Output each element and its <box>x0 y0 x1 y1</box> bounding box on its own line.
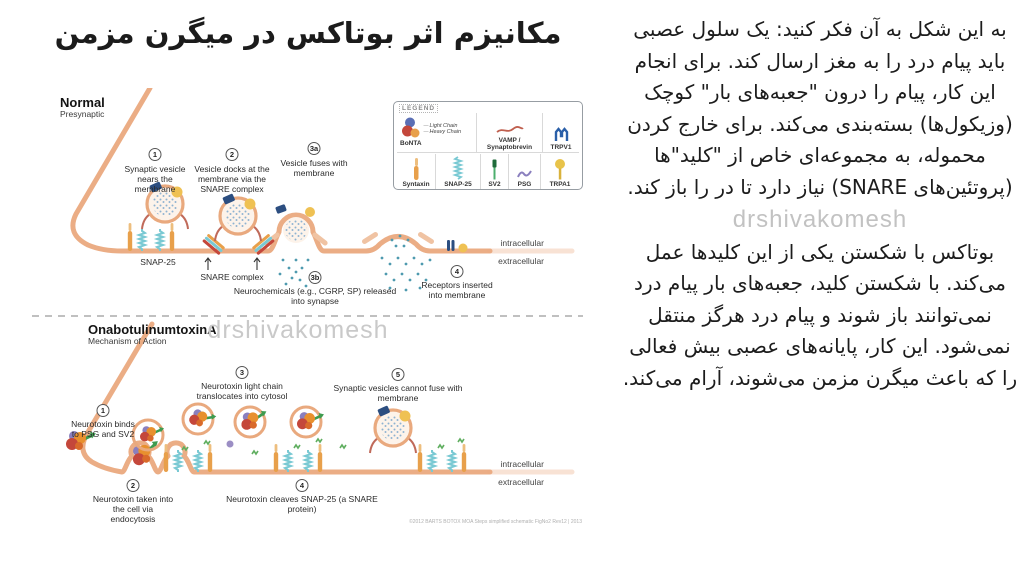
legend-label: BoNTA <box>400 140 422 148</box>
text-panel <box>622 14 1018 395</box>
step-badge: 5 <box>392 368 405 381</box>
step-caption: Synaptic vesicle nears the membrane <box>124 164 186 195</box>
normal-section-heading <box>60 96 105 119</box>
legend-item-vamp <box>477 113 543 153</box>
step-badge: 2 <box>226 148 239 161</box>
figure-citation: ©2012 BARTS BOTOX MOA Steps simplified schematic FigNo2 Rev12 | 2013 <box>409 519 582 525</box>
botox-subheading: Mechanism of Action <box>88 335 167 346</box>
legend-label: TRPV1 <box>550 143 572 151</box>
snap25-icon <box>452 156 464 181</box>
legend-label: TRPA1 <box>549 180 571 188</box>
legend-item-snap25 <box>436 154 481 189</box>
snare-complex-label: SNARE complex <box>200 272 264 282</box>
legend-label: PSG <box>517 180 532 188</box>
mechanism-figure <box>30 88 614 568</box>
bonta-icon <box>401 116 421 140</box>
botox-section-heading <box>88 323 217 346</box>
trpv1-icon <box>552 126 570 144</box>
extracellular-label: extracellular <box>498 256 544 266</box>
legend-item-sv2 <box>481 154 509 189</box>
snap25-label: SNAP-25 <box>140 257 176 267</box>
psg-icon <box>516 167 534 181</box>
legend-label: SNAP-25 <box>444 180 472 188</box>
step-caption: Neurotoxin cleaves SNAP-25 (a SNARE protein) <box>226 494 378 515</box>
syntaxin-icon <box>411 157 421 181</box>
botox-heading: OnabotulinumtoxinA <box>88 322 217 337</box>
step-caption: Vesicle fuses with membrane <box>280 158 348 179</box>
sv2-icon <box>490 158 499 181</box>
step-badge: 1 <box>149 148 162 161</box>
vamp-icon <box>495 123 525 137</box>
paragraph-1: به این شکل به آن فکر کنید: یک سلول عصبی باید پیام درد را به مغز ارسال کند. برای انجام این کار، پیام را درون "جعبه‌های بار" کوچک (وزیکول‌ها) بسته‌بندی می‌کند. برای خارج کردن محموله، به مجموعه‌ای خاص از "کلید"ها (پروتئین‌های SNARE) نیاز دارد تا در را باز کند. <box>627 17 1013 199</box>
step-badge: 3b <box>309 271 322 284</box>
legend-label: Syntaxin <box>402 180 430 188</box>
step-badge: 3a <box>308 142 321 155</box>
text-watermark: drshivakomesh <box>732 205 908 233</box>
step-caption: Neurochemicals (e.g., CGRP, SP) released into synapse <box>233 286 397 307</box>
step-badge: 2 <box>127 479 140 492</box>
legend-item-trpv1 <box>543 113 579 153</box>
step-caption: Vesicle docks at the membrane via the SNARE complex <box>194 164 270 195</box>
legend-label: VAMP / Synaptobrevin <box>486 136 533 151</box>
normal-heading: Normal <box>60 95 105 110</box>
step-badge: 4 <box>296 479 309 492</box>
heavy-chain-label: — Heavy Chain <box>424 129 462 135</box>
extracellular-label: extracellular <box>498 477 544 487</box>
intracellular-label: intracellular <box>500 238 544 248</box>
intracellular-label: intracellular <box>500 459 544 469</box>
step-caption: Neurotoxin light chain translocates into cytosol <box>196 381 288 402</box>
trpa1-icon <box>553 158 567 181</box>
figure-watermark: drshivakomesh <box>207 316 389 344</box>
legend-title: LEGEND <box>399 104 438 113</box>
legend-label: SV2 <box>488 180 501 188</box>
legend-box <box>393 101 583 190</box>
step-caption: Neurotoxin taken into the cell via endocytosis <box>92 494 174 525</box>
legend-item-trpa1 <box>541 154 579 189</box>
slide-title: مکانیزم اثر بوتاکس در میگرن مزمن <box>54 16 562 50</box>
step-badge: 3 <box>236 366 249 379</box>
step-badge: 4 <box>451 265 464 278</box>
normal-subheading: Presynaptic <box>60 108 105 119</box>
paragraph-2: بوتاکس با شکستن یکی از این کلیدها عمل می‌کند. با شکستن کلید، جعبه‌های بار پیام درد نمی‌توانند باز شوند و پیام درد هرگز منتقل نمی‌شود. این کار، پایانه‌های عصبی بیش فعالی را که باعث میگرن مزمن می‌شوند، آرام می‌کند. <box>622 239 1018 390</box>
light-chain-label: — Light Chain <box>424 123 462 129</box>
step-caption: Receptors inserted into membrane <box>421 280 493 301</box>
step-caption: Synaptic vesicles cannot fuse with membrane <box>333 383 463 404</box>
legend-item-bonta <box>397 113 477 153</box>
legend-item-psg <box>509 154 541 189</box>
legend-item-syntaxin <box>397 154 436 189</box>
step-badge: 1 <box>97 404 110 417</box>
step-caption: Neurotoxin binds to PSG and SV2 <box>71 419 135 440</box>
